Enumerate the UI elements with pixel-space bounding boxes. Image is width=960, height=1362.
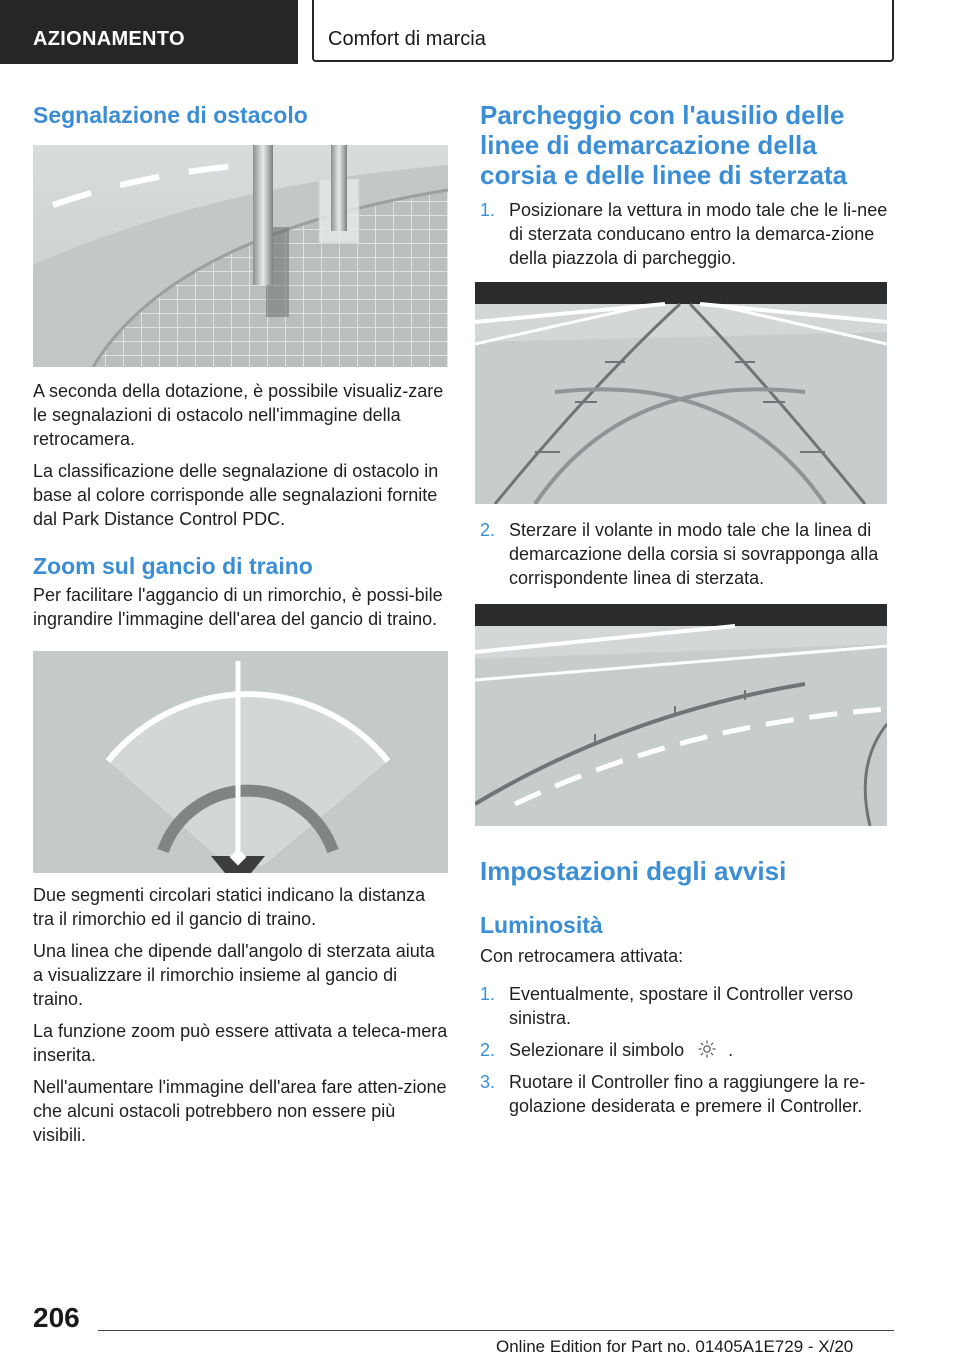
list-item: [480, 1038, 892, 1062]
step-number: 3.: [480, 1072, 496, 1092]
section-tab: [0, 0, 298, 64]
zoom-paragraph-2: Due segmenti circolari statici indicano la distanza tra il rimorchio ed il gancio di traino.: [33, 885, 426, 929]
list-item: [480, 1070, 892, 1118]
zoom-paragraph-4: La funzione zoom può essere attivata a teleca-mera inserita.: [33, 1021, 448, 1065]
step-number: 2.: [480, 520, 496, 540]
zoom-paragraph-5: Nell'aumentare l'immagine dell'area fare atten-zione che alcuni ostacoli potrebbero non essere più visibili.: [33, 1077, 447, 1145]
zoom-paragraph-1: Per facilitare l'aggancio di un rimorchio, è possi-bile ingrandire l'immagine dell'area del gancio di traino.: [33, 585, 443, 629]
chapter-tab: [312, 0, 894, 62]
parking-lines-image-1: [475, 282, 887, 504]
section-title: AZIONAMENTO: [33, 28, 185, 50]
list-item: [480, 982, 892, 1030]
obstacle-heading: Segnalazione di ostacolo: [33, 102, 308, 128]
settings-heading: Impostazioni degli avvisi: [480, 856, 787, 886]
parking-heading: Parcheggio con l'ausilio delle linee di demarcazione della corsia e delle linee di sterzata: [480, 100, 848, 190]
list-item: [480, 518, 892, 590]
brightness-intro: Con retrocamera attivata:: [480, 946, 684, 966]
zoom-paragraph-3: Una linea che dipende dall'angolo di sterzata aiuta a visualizzare il rimorchio insieme al gancio di traino.: [33, 941, 435, 1009]
step-number: 1.: [480, 984, 496, 1004]
edition-text: Online Edition for Part no. 01405A1E729 - X/20: [496, 1337, 854, 1356]
page-number: 206: [33, 1302, 80, 1333]
step-suffix: .: [728, 1040, 734, 1060]
sun-icon: [698, 1040, 716, 1058]
brightness-heading: Luminosità: [480, 912, 603, 938]
parking-steps-list: [480, 198, 892, 270]
obstacle-paragraph-1: A seconda della dotazione, è possibile visualiz-zare le segnalazioni di ostacolo nell'immagine della retrocamera.: [33, 381, 444, 449]
chapter-title: Comfort di marcia: [328, 28, 486, 50]
step-text: Sterzare il volante in modo tale che la linea di demarcazione della corsia si sovrapponga alla corrispondente linea di sterzata.: [509, 520, 879, 588]
obstacle-paragraph-2: La classificazione delle segnalazione di ostacolo in base al colore corrisponde alle segnalazioni fornite dal Park Distance Control PDC.: [33, 461, 439, 529]
step-text: Posizionare la vettura in modo tale che le li-nee di sterzata conducano entro la demarca-zione della piazzola di parcheggio.: [509, 200, 888, 268]
parking-lines-image-2: [475, 604, 887, 826]
left-column: [33, 100, 448, 1155]
list-item: [480, 198, 892, 270]
step-text: Eventualmente, spostare il Controller verso sinistra.: [509, 984, 854, 1028]
step-text: Ruotare il Controller fino a raggiungere la re-golazione desiderata e premere il Controller.: [509, 1072, 866, 1116]
step-number: 2.: [480, 1040, 496, 1060]
footer-divider: [98, 1330, 894, 1331]
parking-steps-list-2: [480, 518, 892, 590]
brightness-steps-list: [480, 982, 892, 1118]
step-text: Selezionare il simbolo: [509, 1040, 685, 1060]
right-column: [480, 100, 892, 1126]
zoom-heading: Zoom sul gancio di traino: [33, 553, 313, 579]
obstacle-marking-image: [33, 145, 448, 367]
hitch-zoom-image: [33, 651, 448, 873]
step-number: 1.: [480, 200, 496, 220]
